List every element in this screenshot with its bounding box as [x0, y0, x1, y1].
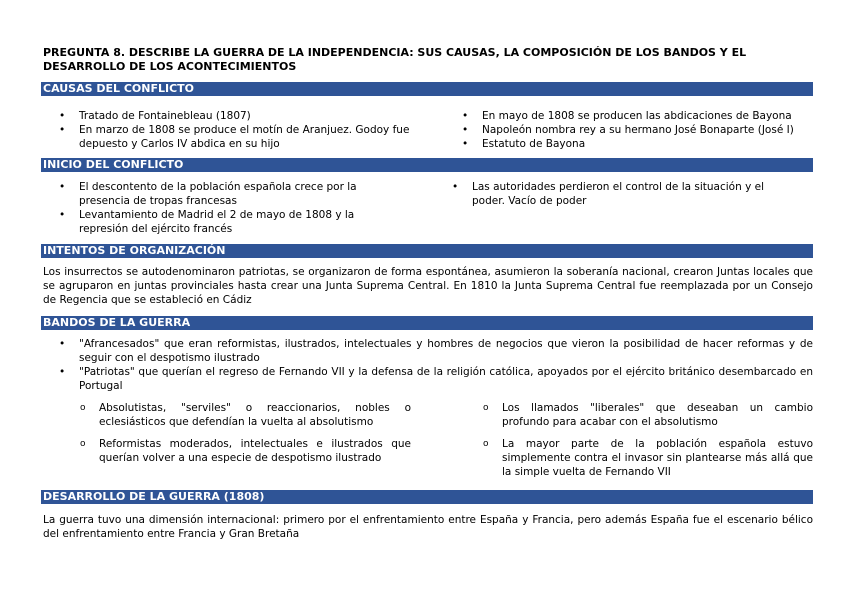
section-header-inicio: INICIO DEL CONFLICTO [41, 158, 813, 172]
list-item: • "Afrancesados" que eran reformistas, ilustrados, intelectuales y hombres de negocios que vieron la posibilidad de hacer reformas y de seguir con el despotismo ilustrado [43, 337, 813, 365]
causas-left-column [43, 109, 413, 151]
bandos-sublist-left [43, 401, 411, 473]
bandos-list [43, 337, 813, 393]
list-item: • "Patriotas" que querían el regreso de Fernando VII y la defensa de la religión católica, apoyados por el ejército británico desembarcado en Portugal [43, 365, 813, 393]
list-item: • El descontento de la población española crece por la presencia de tropas francesas [43, 180, 388, 208]
causas-right-column [446, 109, 818, 151]
page-title: PREGUNTA 8. DESCRIBE LA GUERRA DE LA INDEPENDENCIA: SUS CAUSAS, LA COMPOSICIÓN DE LOS BANDOS Y EL DESARROLLO DE LOS ACONTECIMIENTOS [43, 46, 747, 73]
intentos-paragraph: Los insurrectos se autodenominaron patriotas, se organizaron de forma espontánea, asumieron la soberanía nacional, crearon Juntas locales que se agruparon en juntas provinciales hasta crear una Junta Suprema Central. En 1810 la Junta Suprema Central fue reemplazada por un Consejo de Regencia que se estableció en Cádiz [43, 266, 813, 306]
inicio-right-column [436, 180, 796, 208]
sub-list-item: o Reformistas moderados, intelectuales e ilustrados que querían volver a una especie de despotismo ilustrado [43, 437, 411, 465]
section-header-intentos: INTENTOS DE ORGANIZACIÓN [41, 244, 813, 258]
desarrollo-paragraph: La guerra tuvo una dimensión internacional: primero por el enfrentamiento entre España y Francia, pero además España fue el escenario bélico del enfrentamiento entre Francia y Gran Bretaña [43, 514, 813, 540]
sub-list-item: o La mayor parte de la población española estuvo simplemente contra el invasor sin plantearse más allá que la simple vuelta de Fernando VII [446, 437, 813, 479]
list-item: • Estatuto de Bayona [446, 137, 818, 151]
bandos-sublist-right [446, 401, 813, 487]
inicio-left-column [43, 180, 388, 236]
sub-list-item: o Los llamados "liberales" que deseaban un cambio profundo para acabar con el absolutismo [446, 401, 813, 429]
list-item: • Tratado de Fontainebleau (1807) [43, 109, 413, 123]
list-item: • Napoleón nombra rey a su hermano José Bonaparte (José I) [446, 123, 818, 137]
sub-list-item: o Absolutistas, "serviles" o reaccionarios, nobles o eclesiásticos que defendían la vuelta al absolutismo [43, 401, 411, 429]
section-header-bandos: BANDOS DE LA GUERRA [41, 316, 813, 330]
section-header-causas: CAUSAS DEL CONFLICTO [41, 82, 813, 96]
section-header-desarrollo: DESARROLLO DE LA GUERRA (1808) [41, 490, 813, 504]
list-item: • En mayo de 1808 se producen las abdicaciones de Bayona [446, 109, 818, 123]
list-item: • En marzo de 1808 se produce el motín de Aranjuez. Godoy fue depuesto y Carlos IV abdica en su hijo [43, 123, 413, 151]
list-item: • Levantamiento de Madrid el 2 de mayo de 1808 y la represión del ejército francés [43, 208, 388, 236]
list-item: • Las autoridades perdieron el control de la situación y el poder. Vacío de poder [436, 180, 796, 208]
